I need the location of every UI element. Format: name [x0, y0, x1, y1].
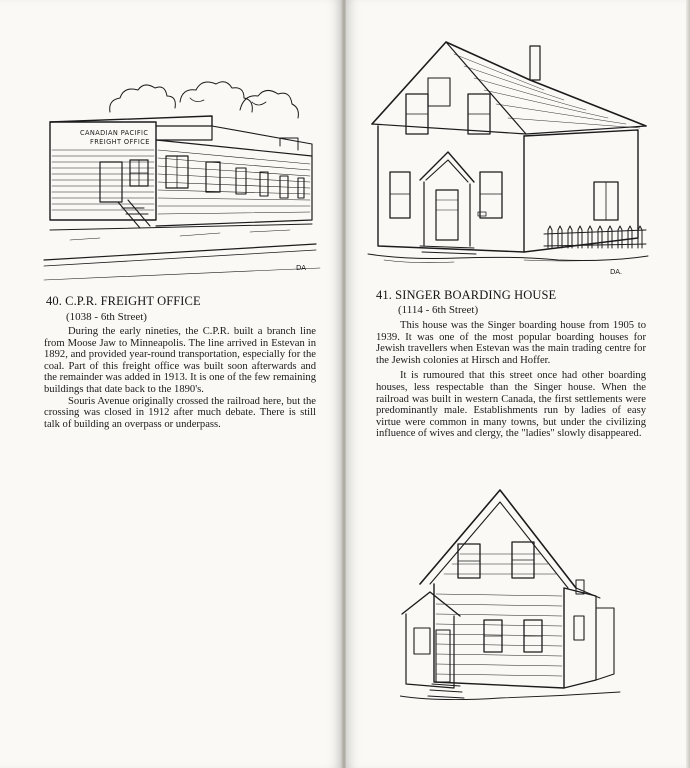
entry-40-address: (1038 - 6th Street)	[66, 311, 147, 323]
freight-office-illustration	[40, 40, 330, 290]
artist-initials-left: DA	[296, 264, 307, 272]
sign-line-2: FREIGHT OFFICE	[90, 138, 150, 146]
entry-40-paragraph-2: Souris Avenue originally crossed the railroad here, but the crossing was closed in 1912 after much debate. There is still talk of building an overpass or underpass.	[44, 395, 316, 430]
entry-41-text	[376, 320, 646, 440]
entry-41-paragraph-2: It is rumoured that this street once had other boarding houses, less respectable than the Singer house. When the railroad was built in western Canada, the first settlements were predominantly male. Establishments run by ladies of easy virtue were common in many towns, but under the civilizing influence of wives and clergy, the "ladies" slowly disappeared.	[376, 370, 646, 440]
singer-boarding-house-illustration	[364, 34, 654, 284]
entry-41-heading: 41. SINGER BOARDING HOUSE	[376, 288, 557, 302]
artist-initials-right: DA.	[610, 268, 623, 276]
left-page	[0, 0, 342, 768]
entry-40-paragraph-1: During the early nineties, the C.P.R. built a branch line from Moose Jaw to Minneapolis. The line arrived in Estevan in 1892, and provided year-round transportation, especially for the coal. Part of this freight office was built soon afterwards and the remainder was added in 1913. It is one of the few remaining buildings that date back to the 1890's.	[44, 326, 316, 395]
entry-41-paragraph-1: This house was the Singer boarding house from 1905 to 1939. It was one of the most popular boarding houses for Jewish travellers when Estevan was the main trading centre for the Jewish colonies at Hirsch and Hoffer.	[376, 320, 646, 366]
entry-40-text	[44, 326, 316, 430]
sign-line-1: CANADIAN PACIFIC	[80, 129, 149, 137]
entry-40-heading: 40. C.P.R. FREIGHT OFFICE	[46, 294, 201, 308]
singer-house-rear-illustration	[400, 484, 640, 706]
right-page	[346, 0, 690, 768]
entry-41-address: (1114 - 6th Street)	[398, 304, 479, 316]
